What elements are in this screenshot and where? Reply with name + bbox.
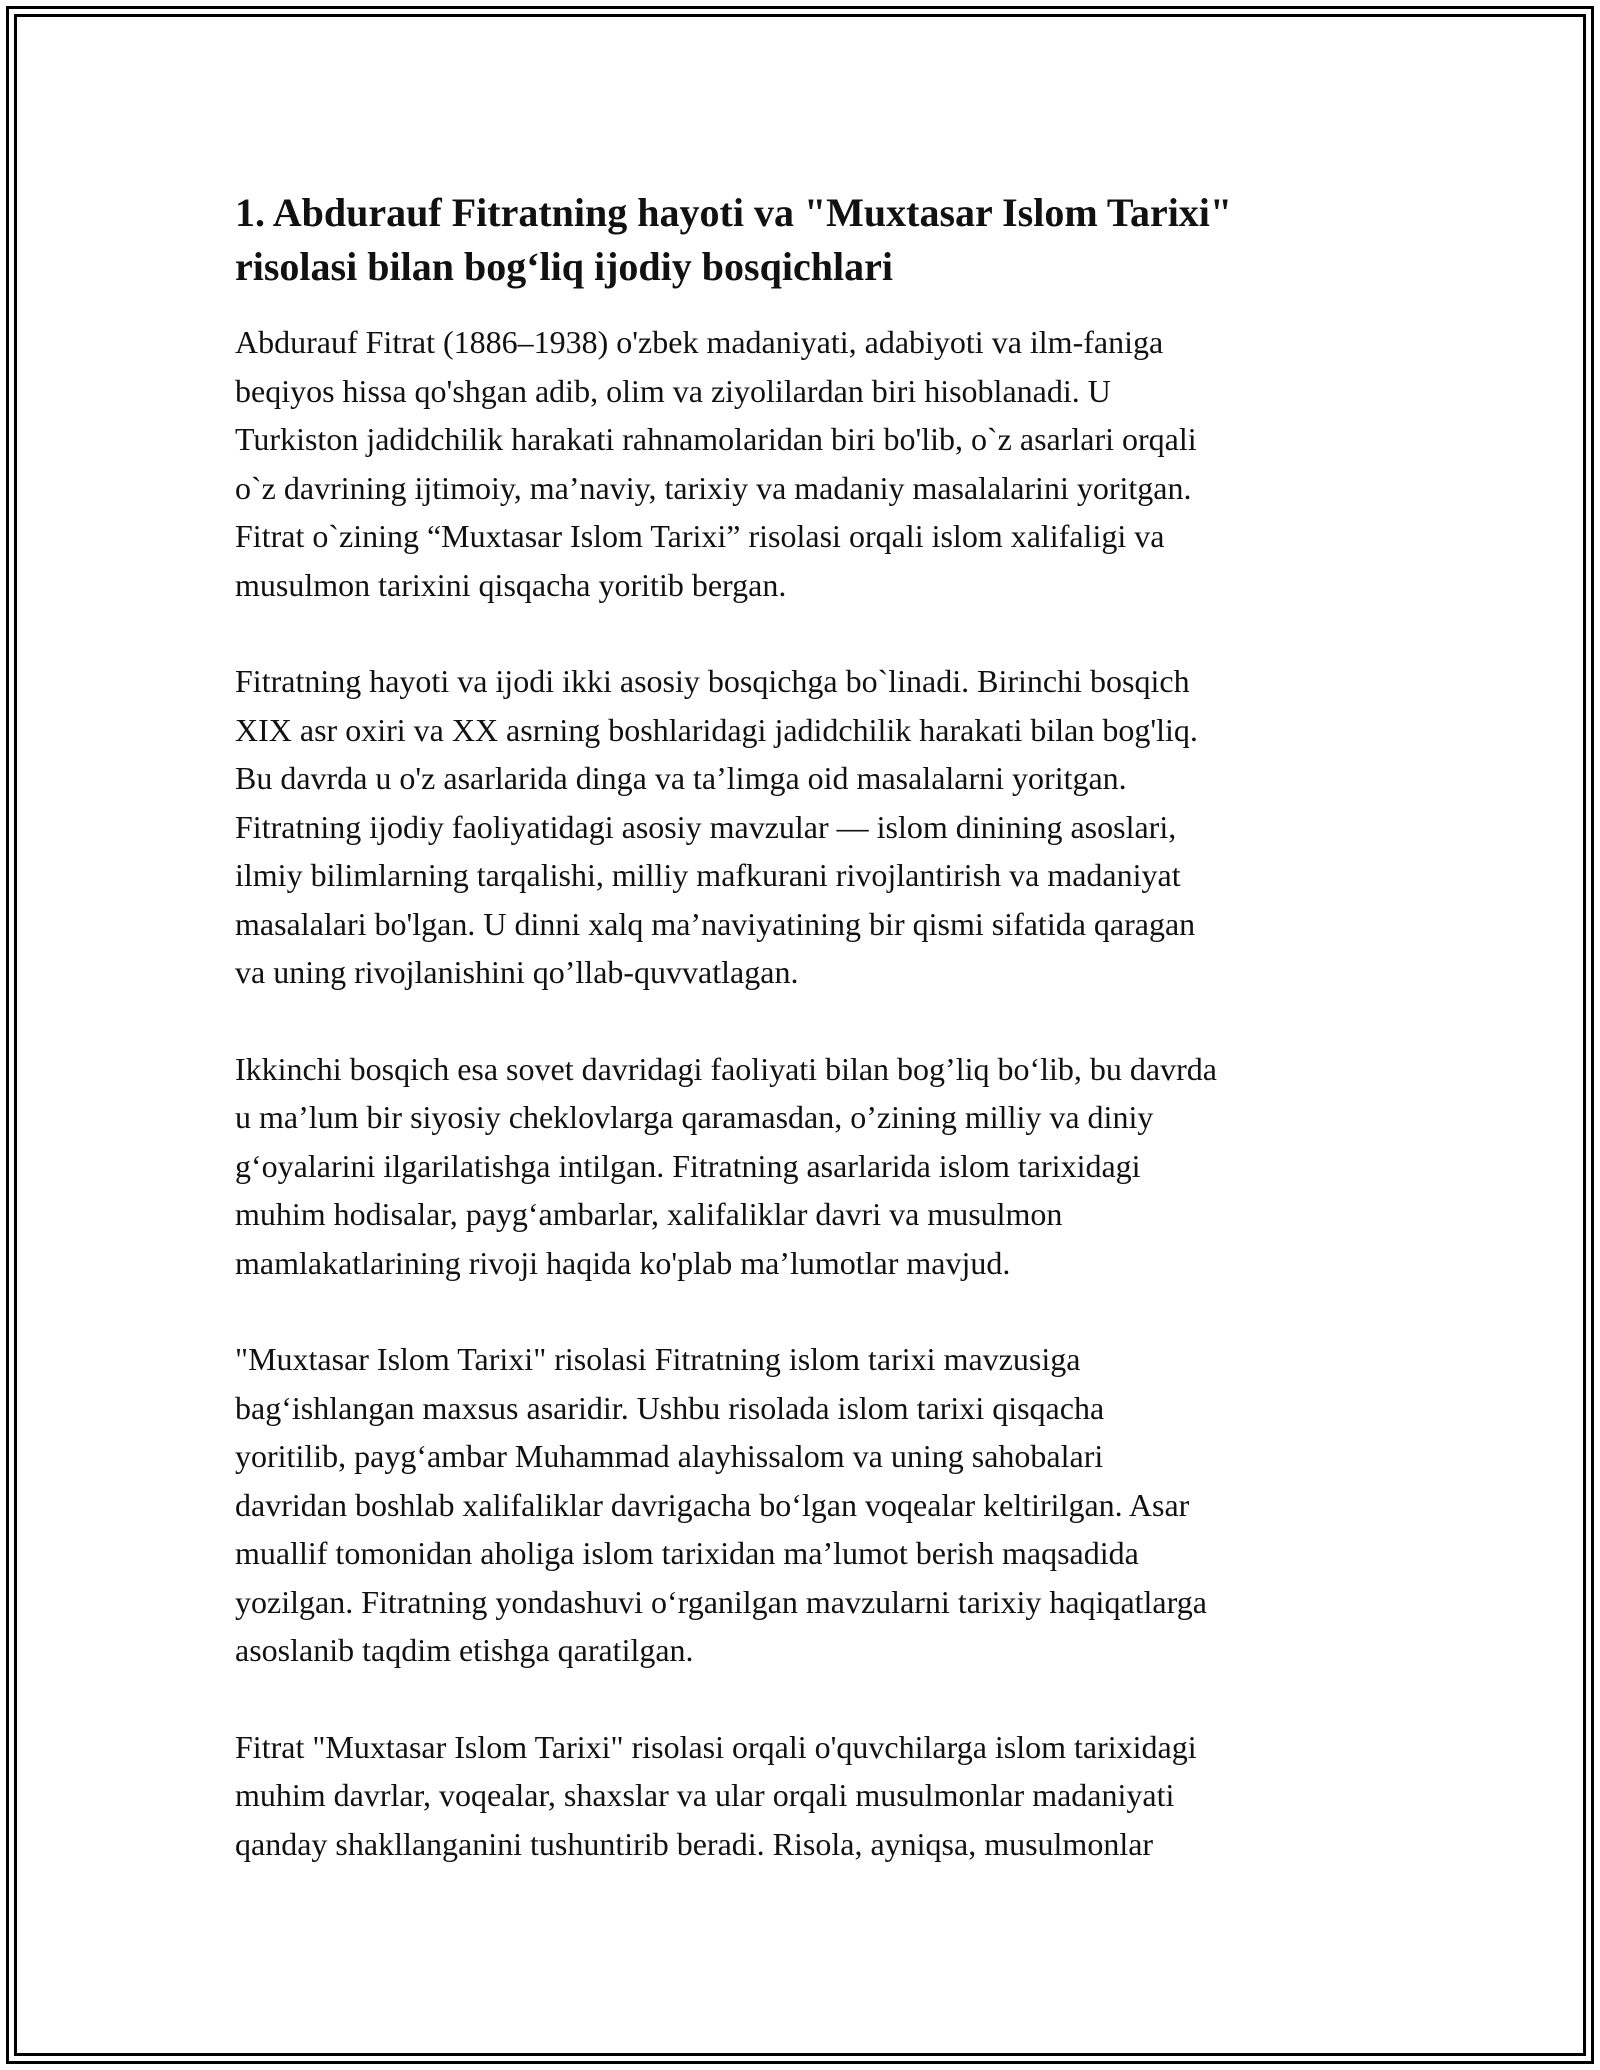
document-body — [235, 186, 1385, 1916]
text-line: mamlakatlarining rivoji haqida ko'plab ma’lumotlar mavjud. — [235, 1244, 1011, 1281]
section-heading — [235, 186, 1385, 294]
text-line: ilmiy bilimlarning tarqalishi, milliy mafkurani rivojlantirish va madaniyat — [235, 857, 1181, 893]
text-line: muhim davrlar, voqealar, shaxslar va ular orqali musulmonlar madaniyati — [235, 1777, 1175, 1813]
text-line: o`z davrining ijtimoiy, ma’naviy, tarixiy va madaniy masalalarini yoritgan. — [235, 469, 1192, 506]
text-line: "Muxtasar Islom Tarixi" risolasi Fitratning islom tarixi mavzusiga — [235, 1341, 1081, 1377]
text-line: masalalari bo'lgan. U dinni xalq ma’naviyatining bir qismi sifatida qaragan — [235, 905, 1196, 942]
heading-line: 1. Abdurauf Fitratning hayoti va "Muxtasar Islom Tarixi" — [235, 190, 1233, 235]
text-line: XIX asr oxiri va XX asrning boshlaridagi jadidchilik harakati bilan bog'liq. — [235, 711, 1198, 748]
text-line: bag‘ishlangan maxsus asaridir. Ushbu risolada islom tarixi qisqacha — [235, 1389, 1105, 1426]
text-line: g‘oyalarini ilgarilatishga intilgan. Fitratning asarlarida islom tarixidagi — [235, 1147, 1141, 1184]
text-line: Fitrat "Muxtasar Islom Tarixi" risolasi orqali o'quvchilarga islom tarixidagi — [235, 1728, 1197, 1765]
paragraph-treatise — [235, 1335, 1385, 1675]
text-line: Fitratning hayoti va ijodi ikki asosiy bosqichga bo`linadi. Birinchi bosqich — [235, 663, 1190, 699]
text-line: beqiyos hissa qo'shgan adib, olim va ziyolilardan biri hisoblanadi. U — [235, 372, 1111, 409]
text-line: va uning rivojlanishini qo’llab-quvvatlagan. — [235, 954, 799, 990]
text-line: yozilgan. Fitratning yondashuvi o‘rganilgan mavzularni tarixiy haqiqatlarga — [235, 1583, 1207, 1620]
text-line: qanday shakllanganini tushuntirib beradi. Risola, ayniqsa, musulmonlar — [235, 1825, 1154, 1862]
text-line: asoslanib taqdim etishga qaratilgan. — [235, 1632, 694, 1668]
text-line: Turkiston jadidchilik harakati rahnamolaridan biri bo'lib, o`z asarlari orqali — [235, 421, 1197, 457]
text-line: davridan boshlab xalifaliklar davrigacha bo‘lgan voqealar keltirilgan. Asar — [235, 1486, 1190, 1523]
heading-line: risolasi bilan bog‘liq ijodiy bosqichlari — [235, 244, 893, 289]
text-line: muhim hodisalar, payg‘ambarlar, xalifaliklar davri va musulmon — [235, 1196, 1063, 1232]
text-line: Ikkinchi bosqich esa sovet davridagi faoliyati bilan bog’liq bo‘lib, bu davrda — [235, 1050, 1217, 1087]
text-line: Bu davrda u o'z asarlarida dinga va ta’limga oid masalalarni yoritgan. — [235, 760, 1127, 796]
paragraph-stages — [235, 657, 1385, 997]
text-line: musulmon tarixini qisqacha yoritib bergan. — [235, 566, 787, 603]
text-line: muallif tomonidan aholiga islom tarixidan ma’lumot berish maqsadida — [235, 1535, 1139, 1571]
text-line: yoritilib, payg‘ambar Muhammad alayhissalom va uning sahobalari — [235, 1438, 1104, 1474]
text-line: Fitratning ijodiy faoliyatidagi asosiy mavzular — islom dinining asoslari, — [235, 808, 1177, 845]
paragraph-intro — [235, 318, 1385, 609]
text-line: u ma’lum bir siyosiy cheklovlarga qaramasdan, o’zining milliy va diniy — [235, 1099, 1154, 1135]
paragraph-readers — [235, 1723, 1385, 1869]
paragraph-second-stage — [235, 1045, 1385, 1288]
text-line: Fitrat o`zining “Muxtasar Islom Tarixi” risolasi orqali islom xalifaligi va — [235, 518, 1165, 554]
text-line: Abdurauf Fitrat (1886–1938) o'zbek madaniyati, adabiyoti va ilm-faniga — [235, 324, 1164, 360]
